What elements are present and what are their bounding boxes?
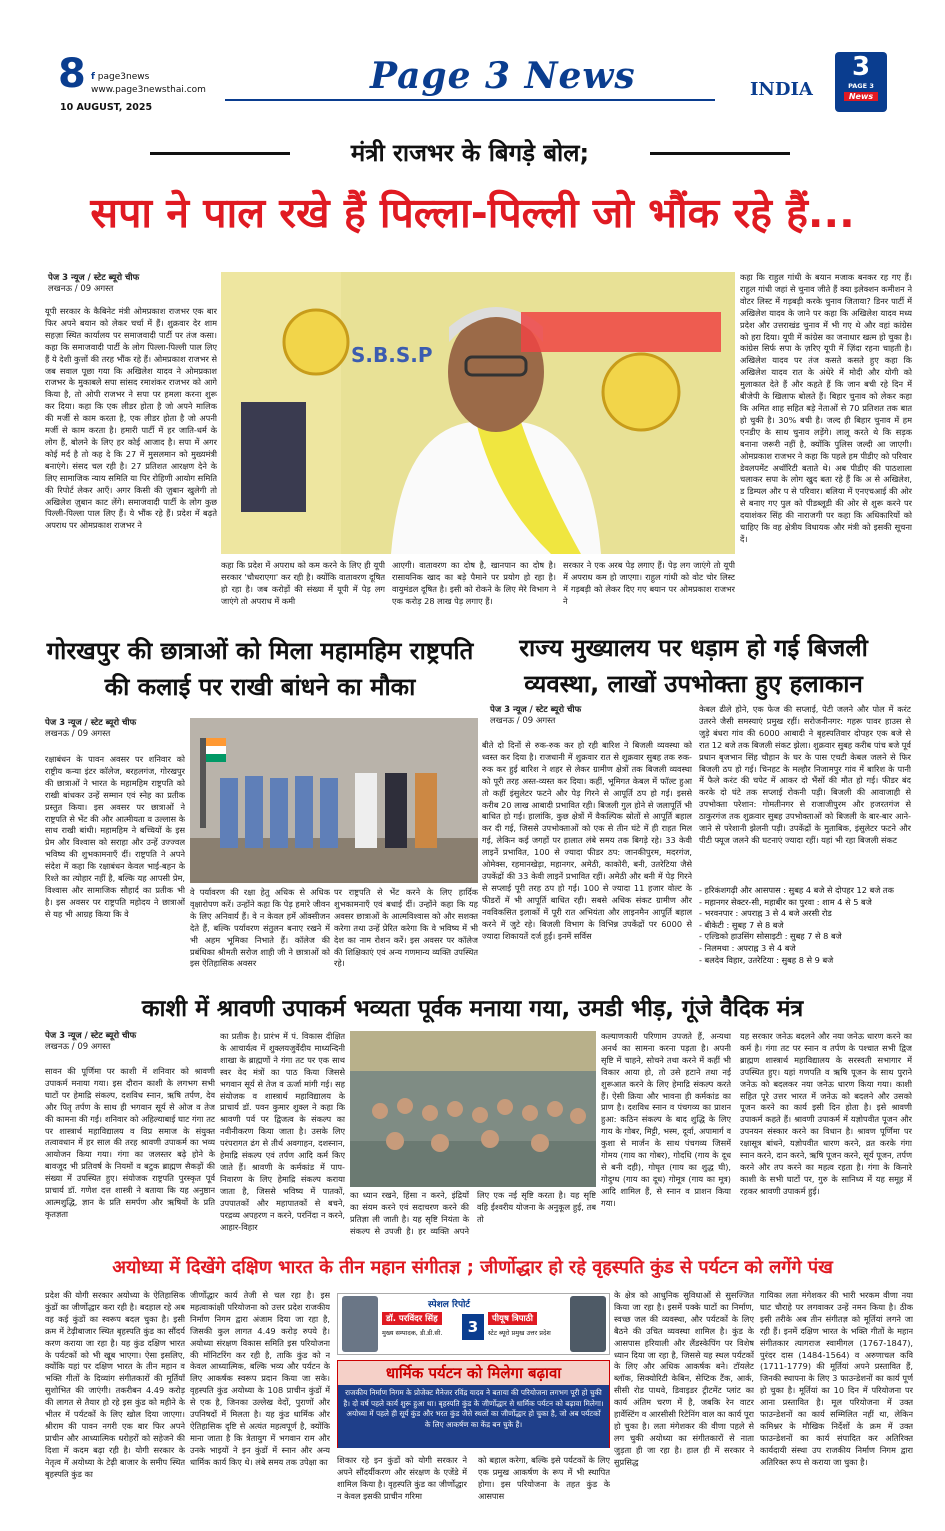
outage-item: - महानगर सेक्टर-सी, महाबीर का पुरवा : शाम 4 से 5 बजे	[699, 896, 872, 907]
report-logo: 3	[462, 1314, 484, 1340]
kashi-column-3: कल्याणकारी परिणाम उपजते हैं, अन्यथा अनर्थ का सामना करना पड़ता है। अपनी सृष्टि में चाहने, सोचने तथा करने में कहीं भी विकार आया हो, तो उसे हटाने तथा नई शुरूआत करने के लिए हेमाद्रि संकल्प करते हैं। ऐसी क्रिया और भावना ही कर्मकांड का प्राण है। दशविध स्नान व पंचगव्य का प्राशन हुआ: कठिन संकल्प के बाद शुद्धि के लिए गाय के गोबर, मिट्टी, भस्म, दूर्वा, अपामार्ग व कुशा से मार्जन के साथ पंचगव्य जिसमें गोमय (गाय का गोबर), गोदधि (गाय के दूध से बनी दही), गोघृत (गाय का शुद्ध घी), गोदुग्ध (गाय का दूध) गोमूत्र (गाय का मूत्र) आदि शामिल हैं, से स्नान व प्राशन किया गया।	[601, 1031, 731, 1208]
outage-item: - हरिकंशगढ़ी और आसपास : सुबह 4 बजे से दोपहर 12 बजे तक	[699, 885, 894, 895]
outage-item: - बलदेव विहार, उतरेटिया : सुबह 8 से 9 बजे	[699, 954, 834, 965]
lead-headline: सपा ने पाल रखे हैं पिल्ला-पिल्ली जो भौंक रहे हैं...	[90, 189, 855, 237]
lead-kicker-rule-left	[150, 152, 290, 155]
section-label: INDIA	[750, 79, 813, 100]
kashi-column-4: यह सरकार जनेऊ बदलने और नया जनेऊ धारण करने का कर्म है। गंगा तट पर स्नान व तर्पण के पश्चात सभी द्विज ब्राह्मण शास्त्रार्थ महाविद्यालय के सरस्वती सभागार में उपस्थित हुए। यहां गणपति व ऋषि पूजन के साथ पुराने जनेऊ को बदलकर नया जनेऊ धारण किया गया। काशी सहित पूरे उत्तर भारत में जनेऊ को बदलने और उसको पूजन करने का कार्य इसी दिन होता है। इसे श्रावणी उपाकर्म कहते हैं। श्रावणी उपाकर्म में यज्ञोपवीत पूजन और उपनयन संस्कार करने का विधान है। श्रावण पूर्णिमा पर रक्षासूत्र बांधने, यज्ञोपवीत धारण करने, व्रत करके गंगा स्नान करने, दान करने, ऋषि पूजन करने, सूर्य पूजन, तर्पण करने और तप करने का महत्व रहता है। गंगा के किनारे काशी के सभी घाटों पर, गुरु के सानिध्य में यह समूह में रहकर श्रावणी उपाकर्म हुई।	[740, 1031, 912, 1196]
issue-date: 10 AUGUST, 2025	[60, 102, 153, 113]
facebook-handle: f page3news	[91, 72, 150, 82]
ayodhya-under-box-1: शिकार रहे इन कुंडों को योगी सरकार ने अपने सौंदर्यीकरण और संरक्षण के एजेंडे में शामिल किया है। वृहस्पति कुंड का जीर्णोद्धार न केवल इसकी प्राचीन गरिमा	[337, 1455, 467, 1501]
ayodhya-column-1: प्रदेश की योगी सरकार अयोध्या के ऐतिहासिक कुंडों का जीर्णोद्धार करा रही है। बदहाल रहे अब वह कई कुंडों का स्वरूप बदल चुका है। इसी क्रम में टेढ़ीबाजार स्थित बृहस्पति कुंड का सौंदर्य करण कराया जा रहा है। यह कुंड दक्षिण भारत के पर्यटकों को भी खूब भाएगा। ऐसा इसलिए, क्योंकि यहां पर दक्षिण भारत के तीन महान व भक्ति गीतों के दिव्यांग संगीतकारों की मूर्तियाँ सुशोभित की जाएंगी। तकरीबन 4.49 करोड़ की लागत से तैयार हो रहे इस कुंड को महीने के भीतर में पर्यटकों के लिए खोल दिया जाएगा। श्रीराम की पावन नगरी एक बार फिर अपने प्राचीन और आध्यात्मिक धरोहरों को सहेजने की दिशा में कदम बढ़ा रही है। योगी सरकार के नेतृत्व में अयोध्या के टेढ़ी बाजार के समीप स्थित बृहस्पति कुंड का	[45, 1290, 185, 1479]
reporter-2-role: स्टेट ब्यूरो प्रमुख उत्तर प्रदेश	[488, 1329, 551, 1337]
tourism-box-title: धार्मिक पर्यटन को मिलेगा बढ़ावा	[338, 1361, 609, 1385]
tourism-box-text: राजकीय निर्माण निगम के प्रोजेक्ट मैनेजर रविंद्र यादव ने बताया की परियोजना लगभग पूरी हो चुकी है। दो वर्ष पहले कार्य शुरू हुआ था। बृहस्पति कुंड के जीर्णोद्धार से धार्मिक पर्यटन को बढ़ावा मिलेगा। अयोध्या में पहले ही सूर्य कुंड और भरत कुंड जैसे स्थलों का जीर्णोद्धार हो चुका है, जो अब पर्यटकों के लिए आकर्षण का केंद्र बन चुके हैं।	[338, 1385, 609, 1448]
lead-under-photo-3: सरकार ने एक अरब पेड़ लगाए हैं। पेड़ लग जाएंगे तो यूपी में अपराध कम हो जाएगा। राहुल गांधी को वोट चोर लिस्ट में गड़बड़ी को लेकर दिए गए बयान पर ओमप्रकाश राजभर ने	[563, 560, 735, 606]
lead-kicker-rule-right	[650, 152, 790, 155]
minister-photo-illustration	[221, 272, 735, 554]
ayodhya-headline: अयोध्या में दिखेंगे दक्षिण भारत के तीन महान संगीतज्ञ ; जीर्णोद्धार हो रहे वृहस्पति कुंड से पर्यटन को लगेंगे पंख	[112, 1257, 833, 1278]
reporter-avatar-2	[570, 1296, 606, 1352]
electricity-column-1: बीते दो दिनों से रुक-रुक कर हो रही बारिश ने बिजली व्यवस्था को ध्वस्त कर दिया है। राजधानी में शुक्रवार रात से शुक्रवार सुबह तक रुक-रुक कर हुई बारिश ने शहर से लेकर ग्रामीण क्षेत्रों तक बिजली व्यवस्था को पूरी तरह अस्त-व्यस्त कर दिया। कहीं, भूमिगत केबल में फॉल्ट हुआ तो कहीं इंसुलेटर फटने और पेड़ गिरने से आपूर्ति ठप हो गई। इससे करीब 20 लाख आबादी प्रभावित रही। बिजली गुल होने से जलापूर्ति भी बाधित हो गई। हालांकि, कुछ क्षेत्रों में वैकल्पिक स्रोतों से आपूर्ति बहाल कर दी गई, जिससे उपभोक्ताओं को एक से तीन घंटे में ही राहत मिल गई, लेकिन कई जगहों पर हालात लंबे समय तक बिगड़े रहे। 33 केवी लाइनें प्रभावित, 100 से ज्यादा फीडर ठप: जानकीपुरम, मदरगंज, ओमेक्स, रहमानखेड़ा, महानगर, अमेठी, काकोरी, बनी, उतरेटिया जैसे उपकेंद्रों की 33 केवी लाइनें प्रभावित रहीं। अमेठी और बनी में पेड़ गिरने से सप्लाई पूरी तरह ठप हो गई। 100 से ज्यादा 11 हजार वोल्ट के फीडरों में भी आपूर्ति बाधित रही। सबसे अधिक संकट ग्रामीण और नवविकसित इलाकों में पूरी रात अभियंता और लाइनमैन आपूर्ति बहाल करने में जुटे रहे। बिजली विभाग के विभिन्न उपकेंद्रों पर 6000 से ज्यादा शिकायतें दर्ज हुईं। इनमें सर्विस	[482, 740, 692, 941]
reporter-1-role: मुख्य सम्पादक, डी.डी.सी.	[382, 1329, 443, 1337]
students-with-president-photo	[190, 718, 478, 883]
masthead-rule	[225, 99, 715, 101]
electricity-column-2: केबल ढीले होने, एक फेज की सप्लाई, पेटी जलने और पोल में करंट उतरने जैसी समस्याएं प्रमुख रहीं। सरोजनीनगर: गहरू पावर हाउस से जुड़े बंधरा गांव की 6000 आबादी ने बृहस्पतिवार दोपहर एक बजे से रात 12 बजे तक बिजली संकट झेला। शुक्रवार सुबह करीब पांच बजे पूर्व प्रधान बृजभान सिंह चौहान के घर के पास एचटी केबल जलने से फिर बिजली ठप हो गई। चिनहट के मल्हौर निजामपुर गांव में बारिश के पानी में फैले करंट की चपेट में आकर दो भैंसों की मौत हो गई। फीडर बंद करके दो घंटे तक सप्लाई रोकनी पड़ी। बिजली की आवाजाही से उपभोक्ता परेशान: गोमतीनगर से राजाजीपुरम और हजरतगंज से ठाकुरगंज तक शुक्रवार सुबह उपभोक्ताओं को बिजली के बार-बार आने-जाने से परेशानी झेलनी पड़ी। उपकेंद्रों के मुताबिक, इंसुलेटर फटने और पीटी फ्यूज जलने की घटनाएं ज्यादा रहीं। यहां भी रहा बिजली संकट	[699, 704, 911, 845]
kashi-column-2: का प्रतीक है। प्रारंभ में पं. विकास दीक्षित के आचार्यत्व में शुक्लयजुर्वेदीय माध्यन्दिनी शाखा के ब्राह्मणों ने गंगा तट पर एक साथ स्वर वेद मंत्रों का पाठ किया जिससे भगवान सूर्य से तेज व ऊर्जा मांगी गई। सह संयोजक व शास्त्रार्थ महाविद्यालय के प्राचार्य डॉ. पवन कुमार शुक्ल ने कहा कि श्रावणी पर्व पर द्विजत्व के संकल्प का नवीनीकरण किया जाता है। उसके लिए परंपरागत ढंग से तीर्थ अवगाहन, दशस्नान, हेमाद्रि संकल्प एवं तर्पण आदि कर्म किए जाते हैं। श्रावणी के कर्मकांड में पाप-निवारण के लिए हेमाद्रि संकल्प कराया जाता है, जिससे भविष्य में पातकों, उपपातकों और महापातकों से बचने, परद्रव्य अपहरण न करने, परनिंदा न करने, आहार-विहार	[220, 1031, 345, 1232]
facebook-icon: f	[91, 72, 95, 82]
logo-text: PAGE 3	[848, 82, 874, 90]
lead-byline: पेज 3 न्यूज / स्टेट ब्यूरो चीफ लखनऊ / 09 अगस्त	[48, 273, 140, 294]
gorakhpur-column-2: वे पर्यावरण की रक्षा हेतु अधिक से अधिक वृक्षारोपण करें। उन्होंने कहा कि पेड़ हमारे जीवन के लिए अनिवार्य हैं। वे न केवल हमें ऑक्सीजन देते हैं, बल्कि पर्यावरण संतुलन बनाए रखने में भी अहम भूमिका निभाते हैं। कॉलेज की प्रबंधिका श्रीमती सरोज शाही जी ने छात्राओं को इस ऐतिहासिक अवसर	[190, 887, 330, 969]
logo-news: News	[844, 92, 878, 101]
gorakhpur-headline: गोरखपुर की छात्राओं को मिला महामहिम राष्ट्रपति की कलाई पर राखी बांधने का मौका	[46, 637, 474, 701]
website[interactable]: www.page3newsthai.com	[91, 85, 206, 95]
lead-kicker: मंत्री राजभर के बिगड़े बोल;	[350, 139, 590, 167]
logo-number: 3	[851, 52, 871, 82]
reporter-1-name: डॉ. परविंदर सिंह	[382, 1312, 442, 1325]
outage-item: - भरवनपार : अपराह्न 3 से 4 बजे अरसी रोड	[699, 908, 832, 919]
ayodhya-column-4: गायिका लता मंगेशकर की भारी भरकम वीणा नया घाट चौराहे पर लगवाकर उन्हें नमन किया है। ठीक इसी तरीके अब तीन संगीतज्ञ को मूर्तियां लगने जा रही हैं। इनमें दक्षिण भारत के भक्ति गीतों के महान संगीतकार त्यागराज स्वामीगल (1767-1847), पुरंदर दास (1484-1564) व अरुणाचल कवि (1711-1779) की मूर्तियां अपने प्रस्तावित हैं, जिनकी स्थापना के लिए 3 फाउन्डेशनों का कार्य पूर्ण हो चुका है। मूर्तियां का 10 दिन में परियोजना पर आना प्रस्तावित है। मूल परियोजना में उक्त फाउन्डेशनों का कार्य सम्मिलित नहीं था, लेकिन कमिश्नर के मौखिक निर्देशों के क्रम में उक्त फाउन्डेशनों का कार्य संपादित कर अतिरिक्त कार्यदायी संस्था उप राजकीय निर्माण निगम द्वारा अतिरिक्त रूप से कराया जा चुका है।	[760, 1290, 913, 1467]
reporter-2-name: पीयूष त्रिपाठी	[488, 1312, 537, 1325]
svg-text:S.B.S.P: S.B.S.P	[351, 343, 433, 367]
ayodhya-column-2: जीर्णोद्धार कार्य तेजी से चल रहा है। इस महत्वाकांक्षी परियोजना को उत्तर प्रदेश राजकीय निर्माण निगम द्वारा अंजाम दिया जा रहा है, जिसकी कुल लागत 4.49 करोड़ रुपये है। अयोध्या संरक्षण विकास समिति इस परियोजना की मॉनिटरिंग कर रही है, ताकि कुंड को न केवल आध्यात्मिक, बल्कि भव्य और पर्यटन के लिए आकर्षक स्वरूप प्रदान किया जा सके। वृहस्पति कुंड अयोध्या के 108 प्राचीन कुंडों में से एक है, जिनका उल्लेख वेदों, पुराणों और उपनिषदों में मिलता है। यह कुंड धार्मिक और ऐतिहासिक दृष्टि से अत्यंत महत्वपूर्ण है, क्योंकि माना जाता है कि त्रेतायुग में भगवान राम और उनके भाइयों ने इन कुंडों में स्नान और अन्य धार्मिक कार्य किए थे। लंबे समय तक उपेक्षा का	[190, 1290, 330, 1467]
kashi-byline: पेज 3 न्यूज / स्टेट ब्यूरो चीफ लखनऊ / 09 अगस्त	[45, 1031, 137, 1052]
ayodhya-under-box-2: को बहाल करेगा, बल्कि इसे पर्यटकों के लिए एक प्रमुख आकर्षण के रूप में भी स्थापित होगा। इस परियोजना के तहत कुंड के आसपास	[478, 1455, 610, 1501]
lead-under-photo-2: आएगी। वातावरण का दोष है, खानपान का दोष है। रासायनिक खाद का बड़े पैमाने पर प्रयोग हो रहा है। वायुमंडल दूषित है। इसी को रोकने के लिए मेरे विभाग ने एक करोड़ 28 लाख पेड़ लगाए हैं।	[392, 560, 556, 606]
gorakhpur-column-3: पर राष्ट्रपति से भेंट करने के लिए हार्दिक शुभकामनाएँ एवं बधाई दीं। उन्होंने कहा कि यह अवसर छात्राओं के आत्मविश्वास को और सशक्त करेगा तथा उन्हें प्रेरित करेगा कि वे भविष्य में भी देश का नाम रोशन करें। इस अवसर पर कॉलेज की शिक्षिकाएं एवं अन्य गणमान्य व्यक्ति उपस्थित रहे।	[334, 887, 478, 969]
kashi-under-photo: का ध्यान रखने, हिंसा न करने, इंद्रियों का संयम करने एवं सदाचरण करने की प्रतिज्ञा ली जाती है। यह सृष्टि नियंता के संकल्प से उपजी है। हर व्यक्ति अपने लिए एक नई सृष्टि करता है। यह सृष्टि वहि ईश्वरीय योजना के अनुकूल हुई, तब तो	[350, 1190, 596, 1236]
lead-column-right: कहा कि राहुल गांधी के बयान मजाक बनकर रह गए हैं। राहुल गांधी जहां से चुनाव जीते हैं क्या इलेक्शन कमीशन ने वोटर लिस्ट में गड़बड़ी करके चुनाव जिताया? डिनर पार्टी में अखिलेश यादव के जाने पर कहा कि अखिलेश यादव मध्य प्रदेश और उत्तराखंड चुनाव में भी गए थे और वहां कांग्रेस को हरा दिया। यूपी में कांग्रेस का जनाधार खत्म हो चुका है। कांग्रेस सिर्फ सपा के ज़रिए यूपी में ज़िंदा रहना चाहती है। अखिलेश यादव पर तंज कसते कसते हुए कहा कि अखिलेश यादव रात के अंधेरे में मोदी और योगी को मुलाकात देते हैं और कहते हैं कि जान बची रहे दिन में बीजेपी के खिलाफ बोलते हैं। बिहार चुनाव को लेकर कहा कि अमित शाह सहित बड़े नेताओं से 70 प्रतिशत तक बात हो चुकी है। 30% बची है। जल्द ही बिहार चुनाव में हम एनडीए के साथ चुनाव लड़ेंगे। लालू करते थे कि सड़क बनाना जरूरी नहीं है, क्योंकि पुलिस जल्दी आ जाएगी। ओमप्रकाश राजभर ने कहा कि पहले हम पीडीए को परिवार डेवलपमेंट अथॉरिटी बताते थे। अब पीडीए की पाठशाला चलाकर सपा के लोग खुद बता रहे हैं कि अ से अखिलेश, ड डिम्पल और प से परिवार। बलिया में एनएचआई की ओर से बनाए गए पुल को पीडब्लूडी की ओर से शुरू करने पर दयाशंकर सिंह की नाराजगी पर कहा कि अधिकारियों को चाहिए कि वह क्षेत्रीय विधायक और मंत्री को इसकी सूचना दें।	[740, 272, 912, 544]
ayodhya-column-3: के क्षेत्र को आधुनिक सुविधाओं से सुसज्जित किया जा रहा है। इसमें पक्के घाटों का निर्माण, स्वच्छ जल की व्यवस्था, और पर्यटकों के लिए बैठने की उचित व्यवस्था शामिल है। कुंड के आसपास हरियाली और लैंडस्केपिंग पर विशेष ध्यान दिया जा रहा है, जिससे यह स्थल पर्यटकों के लिए और अधिक आकर्षक बने। टॉयलेट ब्लॉक, सिक्योरिटी केबिन, सेप्टिक टैंक, आर्क, सीसी रोड पाथवे, डिवाइडर ट्रीटमेंट प्लांट का कार्य अंतिम चरण में है, जबकि रेन वाटर हार्वेस्टिंग व आरसीसी रिटेनिंग वाल का कार्य पूरा हो चुका है। लता मंगेशकर की वीणा पहले से लग चुकी अयोध्या का संगीतकारों से नाता जुड़ता ही जा रहा है। हाल ही में सरकार ने सुप्रसिद्ध	[614, 1290, 754, 1467]
outage-item: - निलमथा : अपराह्न 3 से 4 बजे	[699, 942, 796, 953]
lead-column-1: यूपी सरकार के कैबिनेट मंत्री ओमप्रकाश राजभर एक बार फिर अपने बयान को लेकर चर्चा में हैं। शुक्रवार देर शाम सहज़ा स्थित कार्यालय पर समाजवादी पार्टी पर तंज कसा। कहा कि समाजवादी पार्टी के लोग पिल्ला-पिल्ली पाल लिए हैं ये देशी कुत्तों की तरह भौंक रहे हैं। ओमप्रकाश राजभर से जब सवाल पूछा गया कि अखिलेश यादव ने ओमप्रकाश राजभर के मुकाबले सपा सांसद रमाशंकर राजभर को आगे किया है, तो ओपी राजभर ने सपा पर हमला करना शुरू कर दिया। कहा कि एक लीडर होता है जो अपने मालिक की मर्जी से काम करता है, एक लीडर होता है जो अपनी मर्जी से काम करता है। हमारी पार्टी में हर जाति-धर्म के लोग हैं, बोलने के लिए हर कोई आजाद है। सपा में अगर कोई मर्द है तो कह दे कि 27 में मुसलमान को मुख्यमंत्री बनाएंगे। संसद चल रही है। 27 प्रतिशत आरक्षण देने के लिए सामाजिक न्याय समिति या पिर रोहिणी आयोग समिति की रिपोर्ट लेकर आएँ। अगर किसी की ज़ुबान खुलेगी तो अखिलेश ज़ुबान काट लेंगे। समाजवादी पार्टी के लोग कुछ पिल्ली-पिल्ला पाल लिए हैं। ये भौंक रहे हैं। प्रदेश में बढ़ते अपराध पर ओमप्रकाश राजभर ने	[45, 306, 217, 531]
gorakhpur-byline: पेज 3 न्यूज / स्टेट ब्यूरो चीफ लखनऊ / 09 अगस्त	[45, 718, 137, 739]
lead-under-photo-1: कहा कि प्रदेश में अपराध को कम करने के लिए ही यूपी सरकार 'चौधराएगा' कर रही है। क्योंकि वातावरण दूषित हो रहा है। जब करोड़ों की संख्या में यूपी में पेड़ लग जाएंगे तो अपराध में कमी	[221, 560, 385, 606]
gorakhpur-column-1: रक्षाबंधन के पावन अवसर पर शनिवार को राष्ट्रीय कन्या इंटर कॉलेज, बरहलगंज, गोरखपुर की छात्राओं ने भारत के महामहिम राष्ट्रपति को राखी बांधकर उन्हें सम्मान एवं स्नेह का प्रतीक प्रस्तुत किया। इस अवसर पर छात्राओं ने राष्ट्रपति से भेंट की और आत्मीयता व उल्लास के साथ राखी बांधी। महामहिम ने बच्चियों के इस प्रेम और विश्वास को सराहा और उन्हें उज्ज्वल भविष्य की शुभकामनाएँ दीं। राष्ट्रपति ने अपने संदेश में कहा कि रक्षाबंधन केवल भाई-बहन के रिश्ते का त्योहार नहीं है, बल्कि यह आपसी प्रेम, विश्वास और सामाजिक सौहार्द का प्रतीक भी है। इस अवसर पर राष्ट्रपति महोदय ने छात्राओं से यह भी आग्रह किया कि वे	[45, 754, 185, 919]
reporter-avatar-1	[342, 1296, 378, 1352]
electricity-headline: राज्य मुख्यालय पर धड़ाम हो गई बिजली व्यवस्था, लाखों उपभोक्ता हुए हलाकान	[519, 634, 868, 698]
masthead-title: Page 3 News	[370, 55, 636, 97]
masthead	[0, 0, 945, 135]
page-number: 8	[58, 51, 86, 97]
kashi-headline: काशी में श्रावणी उपाकर्म भव्यता पूर्वक मनाया गया, उमडी भीड़, गूंजे वैदिक मंत्र	[141, 996, 804, 1022]
outage-item: - एल्डिको हाउसिंग सोसाइटी : सुबह 7 से 8 बजे	[699, 931, 842, 942]
kashi-column-1: सावन की पूर्णिमा पर काशी में शनिवार को श्रावणी उपाकर्म मनाया गया। इस दौरान काशी के लगभग सभी घाटों पर हेमाद्रि संकल्प, दशविध स्नान, ऋषि तर्पण, देव और पितृ तर्पण के साथ ही भगवान सूर्य से ओज व तेज की कामना की गई। शनिवार को अहिल्याबाई घाट गंगा तट पर शास्त्रार्थ महाविद्यालय व विप्र समाज के संयुक्त तत्वावधान में हर साल की तरह श्रावणी उपाकर्म का भव्य आयोजन किया गया। गंगा का जलस्तर बढ़े होने के बावजूद भी प्रतिवर्ष के नियमों व बटुक ब्राह्मण सैकड़ों की संख्या में उपस्थित हुए। संयोजक राष्ट्रपति पुरस्कृत पूर्व प्राचार्य डॉ. गणेश दत्त शास्त्री ने बताया कि यह अनुष्ठान आत्मशुद्धि, ज्ञान के प्रति समर्पण और ऋषियों के प्रति कृतज्ञता	[45, 1066, 215, 1219]
special-report-banner	[337, 1293, 610, 1355]
tourism-box	[337, 1360, 610, 1448]
outage-list	[699, 885, 911, 966]
outage-item: - बीकेटी : सुबह 7 से 8 बजे	[699, 919, 784, 930]
kashi-photo	[350, 1031, 596, 1187]
page3-logo	[835, 52, 887, 112]
report-label: स्पेशल रिपोर्ट	[428, 1300, 470, 1310]
electricity-byline: पेज 3 न्यूज / स्टेट ब्यूरो चीफ लखनऊ / 09 अगस्त	[490, 705, 582, 726]
lead-photo	[221, 272, 735, 554]
ganga-ghat-crowd-photo	[350, 1031, 596, 1187]
gorakhpur-photo	[190, 718, 478, 883]
